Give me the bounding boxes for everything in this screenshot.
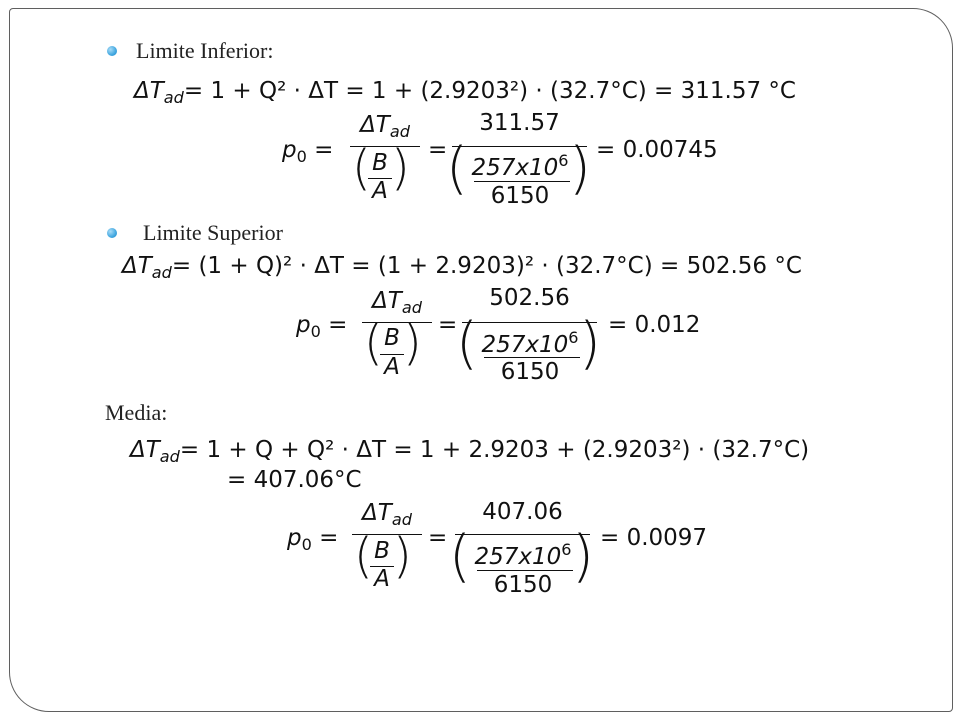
result-superior: = 0.012 bbox=[608, 312, 701, 338]
p0-lhs-media: $p_0$ = bbox=[287, 525, 339, 554]
label-media: Media: bbox=[105, 400, 168, 425]
eq-sign-superior: = bbox=[438, 312, 458, 338]
frac-dt-num-inferior: $\Delta T_{ad}$ bbox=[360, 112, 410, 141]
frac-num-inferior: 311.57 bbox=[479, 110, 560, 136]
bullet-inferior bbox=[107, 46, 117, 56]
frac-den-bar-superior bbox=[484, 357, 580, 358]
paren-right-den-inferior: ) bbox=[569, 136, 591, 201]
frac-bar-2-inferior bbox=[452, 146, 587, 147]
eq-sign-media: = bbox=[428, 525, 448, 551]
p0-lhs-superior: $p_0$ = bbox=[296, 312, 348, 341]
paren-left-den-media: ( bbox=[449, 524, 471, 589]
equation-media-rest: = 1 + Q + Q² · ΔT = 1 + 2.9203 + (2.9203²) · (32.7°C) bbox=[179, 437, 810, 463]
frac-den-bar-media bbox=[477, 570, 573, 571]
frac-a-media: A bbox=[374, 566, 390, 592]
frac-dt-num-superior: $\Delta T_{ad}$ bbox=[372, 288, 422, 317]
frac-b-media: B bbox=[374, 538, 390, 564]
frac-b-superior: B bbox=[384, 325, 400, 351]
frac-den-den-inferior: 6150 bbox=[490, 183, 550, 209]
eq-sign-inferior: = bbox=[428, 137, 448, 163]
frac-den-bar-inferior bbox=[474, 181, 570, 182]
paren-left-den-inferior: ( bbox=[446, 136, 468, 201]
frac-a-inferior: A bbox=[372, 178, 388, 204]
frac-bar-2-superior bbox=[462, 322, 597, 323]
paren-left-ba-inferior: ( bbox=[352, 140, 371, 196]
paren-right-ba-media: ) bbox=[393, 528, 412, 584]
frac-b-inferior: B bbox=[372, 150, 388, 176]
frac-den-num-media: $257x10^6$ bbox=[474, 540, 572, 570]
frac-den-num-inferior: $257x10^6$ bbox=[471, 151, 569, 181]
paren-left-ba-superior: ( bbox=[364, 315, 383, 371]
equation-media-delta: $\Delta T_{ad}= 1 + Q + Q^2 \cdot \Delta T = 1 + 2.9203 + (2.9203^2) \cdot (32.7^\circ C)$ bbox=[130, 437, 810, 466]
frac-den-num-superior: $257x10^6$ bbox=[481, 328, 579, 358]
label-inferior: Limite Inferior: bbox=[136, 38, 274, 63]
equation-inferior-delta: $\Delta T_{ad}= 1 + Q^2 \cdot \Delta T = 1 + (2.9203^2) \cdot (32.7^\circ C) = 311.57$ °C bbox=[134, 78, 796, 107]
frac-dt-num-media: $\Delta T_{ad}$ bbox=[362, 500, 412, 529]
paren-left-ba-media: ( bbox=[354, 528, 373, 584]
equation-inferior-rest: = 1 + Q² · ΔT = 1 + (2.9203²) · (32.7°C) = 311.57 °C bbox=[183, 78, 796, 104]
paren-left-den-superior: ( bbox=[456, 311, 478, 376]
bullet-superior bbox=[107, 228, 117, 238]
paren-right-den-superior: ) bbox=[579, 311, 601, 376]
paren-right-ba-inferior: ) bbox=[391, 140, 410, 196]
paren-right-ba-superior: ) bbox=[403, 315, 422, 371]
equation-superior-delta: $\Delta T_{ad}= (1 + Q)^2 \cdot \Delta T = (1 + 2.9203)^2 \cdot (32.7^\circ C) = 502.56$ °C bbox=[122, 253, 802, 282]
p0-lhs-inferior: $p_0$ = bbox=[282, 137, 334, 166]
frac-num-media: 407.06 bbox=[482, 499, 563, 525]
frac-den-den-media: 6150 bbox=[493, 572, 553, 598]
result-inferior: = 0.00745 bbox=[596, 137, 718, 163]
frac-bar-2-media bbox=[455, 534, 590, 535]
paren-right-den-media: ) bbox=[572, 524, 594, 589]
equation-media-cont: = 407.06°C bbox=[227, 467, 362, 493]
result-media: = 0.0097 bbox=[600, 525, 708, 551]
frac-den-den-superior: 6150 bbox=[500, 359, 560, 385]
equation-superior-rest: = (1 + Q)² · ΔT = (1 + 2.9203)² · (32.7°C) = 502.56 °C bbox=[171, 253, 802, 279]
frac-num-superior: 502.56 bbox=[489, 285, 570, 311]
label-superior: Limite Superior bbox=[143, 220, 283, 245]
frac-a-superior: A bbox=[384, 354, 400, 380]
